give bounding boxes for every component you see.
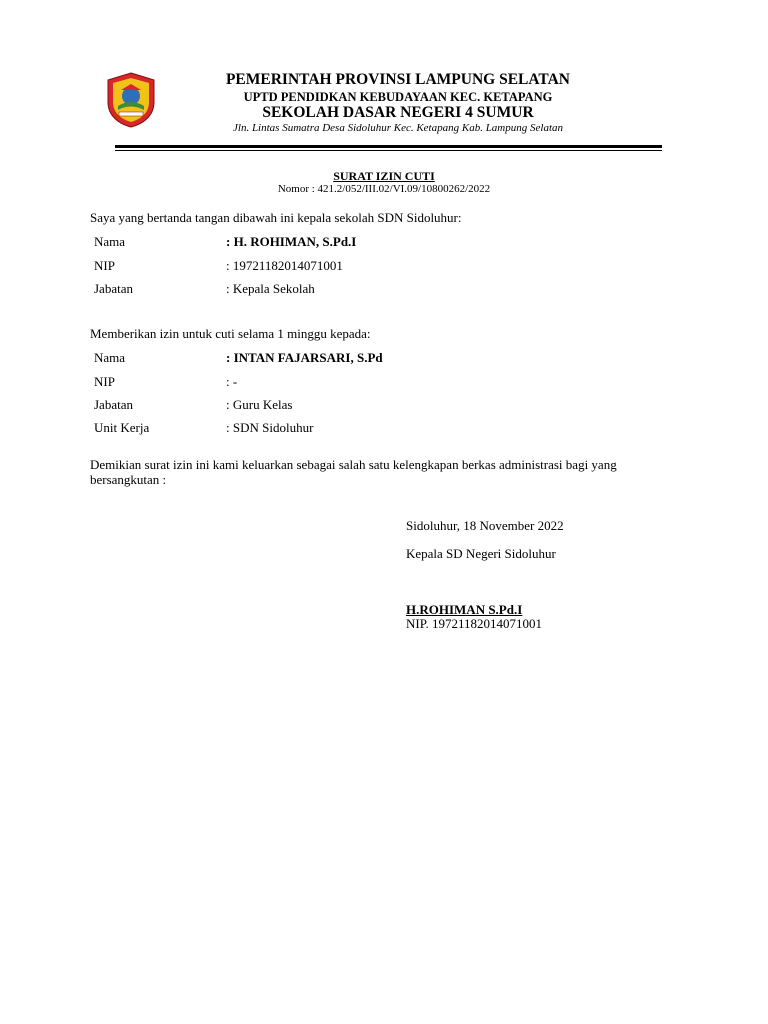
signature-position: Kepala SD Negeri Sidoluhur [406,546,556,561]
field-label: Unit Kerja [94,420,150,435]
field-value: : INTAN FAJARSARI, S.Pd [226,350,383,365]
field-value: : 19721182014071001 [226,258,343,273]
government-name: PEMERINTAH PROVINSI LAMPUNG SELATAN [225,71,571,88]
school-address: Jln. Lintas Sumatra Desa Sidoluhur Kec. Ketapang Kab. Lampung Selatan [233,122,563,134]
school-name: SEKOLAH DASAR NEGERI 4 SUMUR [262,104,534,121]
intro-text: Saya yang bertanda tangan dibawah ini kepala sekolah SDN Sidoluhur: [90,210,462,225]
field-label: NIP [94,258,115,273]
field-value: : H. ROHIMAN, S.Pd.I [226,234,357,249]
field-label: Nama [94,350,126,365]
agency-name: UPTD PENDIDKAN KEBUDAYAAN KEC. KETAPANG [243,90,553,104]
letter-number: Nomor : 421.2/052/III.02/VI.09/10800262/2022 [277,183,491,195]
field-label: Jabatan [94,397,133,412]
field-value: : SDN Sidoluhur [226,420,314,435]
signature-place-date: Sidoluhur, 18 November 2022 [406,518,564,533]
field-value: : Guru Kelas [226,397,293,412]
grant-text: Memberikan izin untuk cuti selama 1 minggu kepada: [90,326,371,341]
signatory-name: H.ROHIMAN S.Pd.I [406,602,523,617]
field-label: Nama [94,234,126,249]
lampung-selatan-emblem-icon [105,72,157,128]
signatory-nip: NIP. 19721182014071001 [406,616,543,631]
field-value: : Kepala Sekolah [226,281,315,296]
letter-title: SURAT IZIN CUTI [333,169,435,183]
letterhead-divider-thin [115,150,662,151]
closing-text: Demikian surat izin ini kami keluarkan sebagai salah satu kelengkapan berkas administrasi bagi yang bersangkutan : [90,457,617,487]
field-label: NIP [94,374,115,389]
letterhead-divider-thick [115,145,662,148]
field-value: : - [226,374,238,389]
field-label: Jabatan [94,281,133,296]
